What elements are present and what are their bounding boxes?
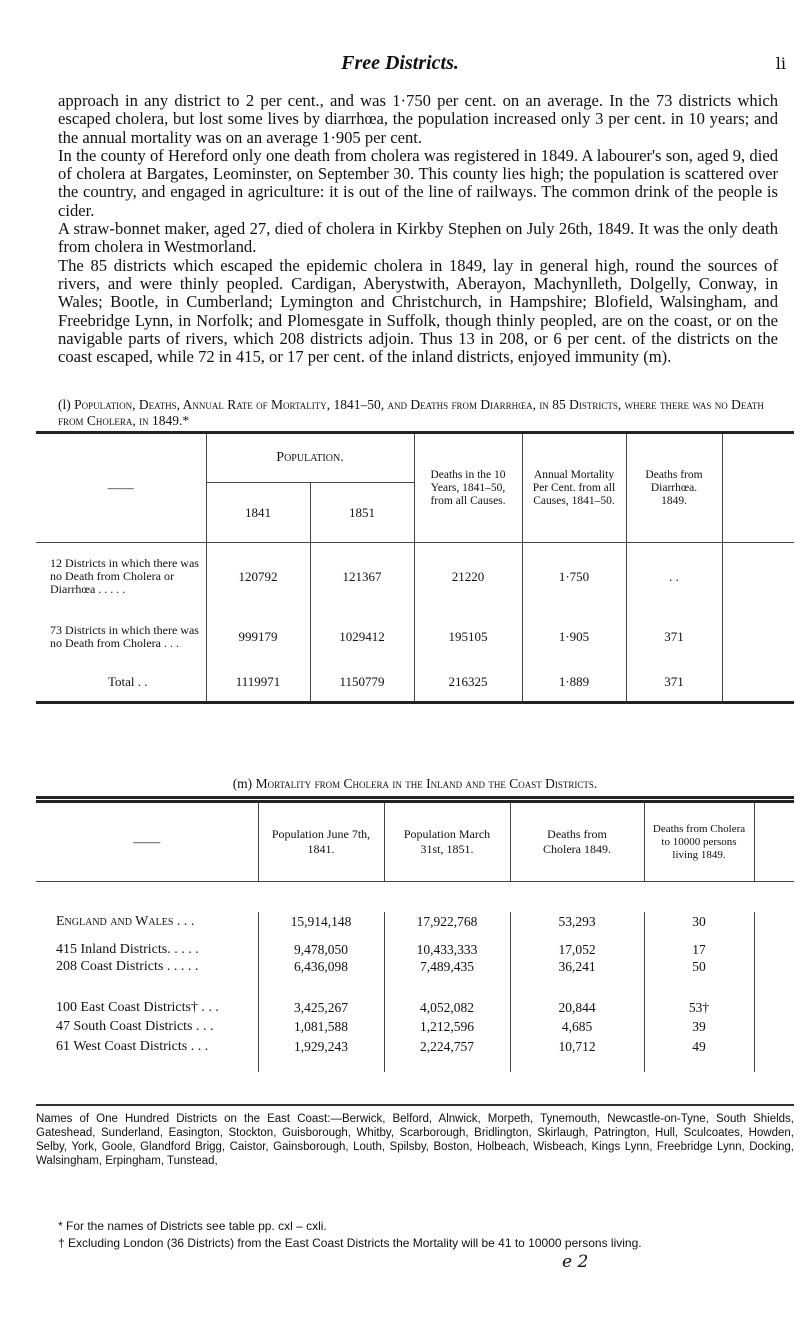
table2-row-label: 47 South Coast Districts . . . <box>56 1018 214 1034</box>
table2-cell: 3,425,267 <box>258 998 384 1018</box>
table2-cell: 49 <box>644 1036 754 1058</box>
table2-cell: 17 <box>644 932 754 958</box>
table1-cell: 371 <box>626 663 722 703</box>
paragraph: The 85 districts which escaped the epidemic cholera in 1849, lay in general high, round the sources of rivers, and were thinly peopled. Cardigan, Aberystwith, Aberayon, Machynlleth, Dolgelly, Conway, in Wales; Bootle, in Cumberland; Lymington and Christchurch, in Hampshire; Blofield, Walsingham, and Freebridge Lynn, in Norfolk; and Plomesgate in Suffolk, though thinly peopled, are on the coast, or on the navigable parts of rivers, which 208 districts adjoin. Thus 13 in 208, or 6 per cent. of the districts on the coast escaped, while 72 in 415, or 17 per cent. of the inland districts, enjoyed immunity (m). <box>58 255 778 367</box>
table1-cell: 1·889 <box>522 663 626 703</box>
table2-cell: 17,052 <box>510 932 644 958</box>
table2-cell: 9,478,050 <box>258 932 384 958</box>
table1-row-label: 73 Districts in which there was no Death from Cholera . . . <box>50 622 199 650</box>
running-title: Free Districts. <box>341 52 459 74</box>
table1-cell: 21220 <box>414 543 522 611</box>
table1-cell: 1·905 <box>522 611 626 663</box>
table2-cell: 6,436,098 <box>258 958 384 976</box>
table2-row-label: 100 East Coast Districts† . . . <box>56 999 219 1015</box>
table1-caption-text: Population, Deaths, Annual Rate of Mortality, 1841–50, and Deaths from Diarrhœa, in 85 Districts, where there was no Death from Cholera, in 1849.* <box>58 397 764 428</box>
page-number: li <box>775 54 786 73</box>
table1-empty-col <box>722 433 794 543</box>
table2-cell: 4,685 <box>510 1018 644 1036</box>
table1-row-label: 12 Districts in which there was no Death from Cholera or Diarrhœa . . . . . <box>50 556 199 597</box>
footnote: * For the names of Districts see table pp. cxl – cxli. <box>58 1219 327 1233</box>
table2-cell: 1,081,588 <box>258 1018 384 1036</box>
table2-row-label: 61 West Coast Districts . . . <box>56 1038 209 1054</box>
running-header <box>0 52 800 80</box>
body-text <box>58 92 778 366</box>
table2-cell: 7,489,435 <box>384 958 510 976</box>
table2-row-label: 415 Inland Districts. . . . . <box>56 941 199 957</box>
table1-diarrhoea-header: Deaths from Diarrhœa. 1849. <box>626 433 722 543</box>
table1-col-1841: 1841 <box>206 483 310 543</box>
paragraph: In the county of Hereford only one death from cholera was registered in 1849. A labourer's son, aged 9, died of cholera at Bargates, Leominster, on September 30. This county lies high; the population is scattered over the country, and engaged in agriculture: it is out of the line of railways. The common drink of the people is cider. <box>58 145 778 220</box>
table2-cell: 15,914,148 <box>258 912 384 932</box>
table1-cell: 999179 <box>206 611 310 663</box>
table2-cell: 2,224,757 <box>384 1036 510 1058</box>
table1-cell: 1119971 <box>206 663 310 703</box>
table-no-cholera-districts <box>36 431 794 704</box>
table2-deaths-header: Deaths from Cholera 1849. <box>510 802 644 882</box>
table2-cell: 36,241 <box>510 958 644 976</box>
table2-cell: 53,293 <box>510 912 644 932</box>
paragraph: A straw-bonnet maker, aged 27, died of cholera in Kirkby Stephen on July 26th, 1849. It was the only death from cholera in Westmorland. <box>58 219 778 257</box>
table1-cell: 371 <box>626 611 722 663</box>
table2-cell: 30 <box>644 912 754 932</box>
table1-cell: 121367 <box>310 543 414 611</box>
table2-cell: 53† <box>644 998 754 1018</box>
table2-cell: 50 <box>644 958 754 976</box>
table1-population-header: Population. <box>206 433 414 483</box>
paragraph: approach in any district to 2 per cent., and was 1·750 per cent. on an average. In the 73 districts which escaped cholera, but lost some lives by diarrhœa, the population increased only 3 per cent. in 10 years; and the annual mortality was on an average 1·905 per cent. <box>58 91 778 147</box>
table2-cell: 1,212,596 <box>384 1018 510 1036</box>
table1-cell: 195105 <box>414 611 522 663</box>
table1-cell: 1029412 <box>310 611 414 663</box>
table2-pop1851-header: Population March 31st, 1851. <box>384 802 510 882</box>
table2-row-label: 208 Coast Districts . . . . . <box>56 958 199 974</box>
table1-mortality-header: Annual Mortality Per Cent. from all Causes, 1841–50. <box>522 433 626 543</box>
table1-cell: 1·750 <box>522 543 626 611</box>
table1-cell: 120792 <box>206 543 310 611</box>
table2-pop1841-header: Population June 7th, 1841. <box>258 802 384 882</box>
table2-top-rule <box>36 796 794 799</box>
table1-col-1851: 1851 <box>310 483 414 543</box>
footnote: † Excluding London (36 Districts) from the East Coast Districts the Mortality will be 41 to 10000 persons living. <box>58 1236 642 1250</box>
signature-mark: e 2 <box>562 1252 589 1272</box>
table2-caption-label: (m) <box>232 776 253 791</box>
table2-cell: 4,052,082 <box>384 998 510 1018</box>
table2-cell: 10,712 <box>510 1036 644 1058</box>
table2-caption-text: Mortality from Cholera in the Inland and the Coast Districts. <box>255 776 598 791</box>
table2-cell: 10,433,333 <box>384 932 510 958</box>
table1-total-label: Total . . <box>107 674 148 690</box>
table2-blank-header: —— <box>133 834 161 849</box>
table2-row-label: England and Wales . . . <box>56 913 195 929</box>
table1-cell: . . <box>626 543 722 611</box>
table1-cell: 1150779 <box>310 663 414 703</box>
table1-caption <box>58 397 782 429</box>
table1-caption-label: (l) <box>58 397 71 412</box>
table2-cell: 20,844 <box>510 998 644 1018</box>
table1-cell: 216325 <box>414 663 522 703</box>
table1-blank-header: —— <box>107 480 134 495</box>
table2-caption <box>36 776 794 792</box>
east-coast-names-note: Names of One Hundred Districts on the East Coast:—Berwick, Belford, Alnwick, Morpeth, Tynemouth, Newcastle-on-Tyne, South Shields, Gateshead, Sunderland, Easington, Stockton, Guisborough, Whitby, Scarborough, Bridlington, Skirlaugh, Patrington, Hull, Sculcoates, Howden, Selby, York, Goole, Glandford Brigg, Caistor, Gainsborough, Louth, Spilsby, Boston, Holbeach, Wisbeach, Kings Lynn, Freebridge Lynn, Docking, Walsingham, Erpingham, Tunstead, <box>36 1104 794 1168</box>
table2-cell: 17,922,768 <box>384 912 510 932</box>
table2-cell: 39 <box>644 1018 754 1036</box>
table2-rate-header: Deaths from Cholera to 10000 persons living 1849. <box>644 802 754 882</box>
table2-cell: 1,929,243 <box>258 1036 384 1058</box>
table1-deaths-header: Deaths in the 10 Years, 1841–50, from all Causes. <box>414 433 522 543</box>
table-inland-coast-mortality <box>36 800 794 1072</box>
